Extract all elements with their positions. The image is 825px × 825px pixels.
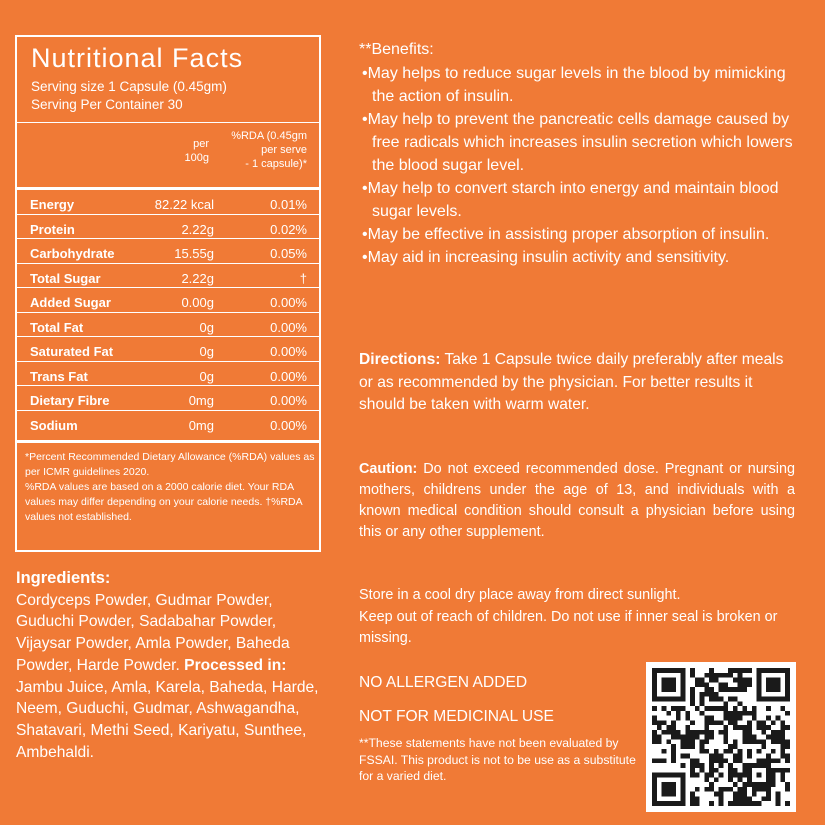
directions-section [359,349,795,417]
row-divider [17,287,319,288]
nutrient-value: 15.55g [174,246,214,261]
nutrient-name: Energy [30,197,75,212]
benefits-title: **Benefits: [359,41,434,58]
ingredients-heading: Ingredients: [16,569,111,587]
nutrient-value: 2.22g [181,270,214,286]
nutrient-value: 0g [199,319,214,335]
nutrient-rda: 0.00% [270,417,307,433]
nutrient-rda: † [299,270,307,286]
benefits-section [359,38,809,269]
row-divider [17,361,319,362]
nutrition-footnote [25,450,317,525]
divider-thick [17,187,319,190]
nutrient-name: Saturated Fat [30,344,114,359]
nutrient-name: Carbohydrate [30,246,115,261]
qr-code[interactable] [646,662,796,812]
not-medicinal-claim: NOT FOR MEDICINAL USE [359,708,554,725]
processed-in-list: Jambu Juice, Amla, Karela, Baheda, Harde, Neem, Guduchi, Gudmar, Ashwagandha, Shatavari, Methi Seed, Kariyatu, Sunthee, Ambehaldi. [16,678,319,761]
fssai-disclaimer: **These statements have not been evaluated by FSSAI. This product is not to be use as a substitute for a varied diet. [359,736,636,783]
row-divider [17,312,319,313]
nutrient-row [17,387,319,412]
nutrient-name: Total Sugar [30,270,101,286]
serving-size: Serving size 1 Capsule (0.45gm) [31,79,227,94]
column-header-rda: %RDA (0.45gm per serve - 1 capsule)* [231,130,307,170]
nutrient-row [17,240,319,265]
no-allergen-claim: NO ALLERGEN ADDED [359,674,528,691]
row-divider [17,263,319,264]
nutrient-value: 0mg [188,393,214,408]
benefit-item: •May be effective in assisting proper absorption of insulin. [362,226,770,243]
storage-line: Keep out of reach of children. Do not use if inner seal is broken or missing. [359,608,778,646]
nutrient-rda: 0.05% [270,246,307,261]
nutrient-rda: 0.02% [270,221,307,237]
nutrient-value: 0g [199,344,214,359]
qr-code-icon [652,668,790,806]
caution-label: Caution: [359,461,418,477]
footnote-rda: *Percent Recommended Dietary Allowance (%RDA) values as per ICMR guidelines 2020. [25,451,315,478]
nutrient-row [17,412,319,437]
row-divider [17,214,319,215]
nutrient-row [17,338,319,363]
nutrient-rda: 0.01% [270,197,307,212]
caution-text: Do not exceed recommended dose. Pregnant or nursing mothers, childrens under the age of 13, and individuals with a known medical condition should consult a physician before using this or any other supplement. [359,461,795,540]
servings-per-container: Serving Per Container 30 [31,97,183,112]
directions-text: Take 1 Capsule twice daily preferably after meals or as recommended by the physician. For better results it should be taken with warm water. [359,351,784,413]
row-divider [17,238,319,239]
benefit-item: •May helps to reduce sugar levels in the blood by mimicking the action of insulin. [362,65,786,105]
row-divider [17,336,319,337]
benefit-item: •May aid in increasing insulin activity and sensitivity. [362,249,730,266]
benefit-item: •May help to prevent the pancreatic cells damage caused by free radicals which increases insulin secretion which lowers the blood sugar level. [362,111,793,174]
benefit-item: •May help to convert starch into energy and maintain blood sugar levels. [362,180,779,220]
directions-label: Directions: [359,351,441,368]
footnote-calorie: %RDA values are based on a 2000 calorie diet. Your RDA values may differ depending on your calorie needs. †%RDA values not established. [25,481,303,523]
caution-section [359,459,795,543]
benefits-list [359,62,809,269]
nutrient-name: Trans Fat [30,368,88,384]
nutrient-value: 2.22g [181,221,214,237]
divider [17,122,319,123]
processed-in-label: Processed in: [184,656,287,674]
ingredients-section [16,568,328,763]
nutrient-rda: 0.00% [270,319,307,335]
nutrition-facts-panel [15,35,321,552]
storage-section [359,585,799,650]
storage-line: Store in a cool dry place away from direct sunlight. [359,587,681,603]
nutrient-row [17,216,319,241]
nutrient-rda: 0.00% [270,368,307,384]
nutrient-value: 0g [199,368,214,384]
nutrient-rda: 0.00% [270,295,307,310]
nutrient-name: Sodium [30,417,78,433]
nutrient-row [17,289,319,314]
nutrient-rda: 0.00% [270,393,307,408]
nutrient-value: 82.22 kcal [154,197,214,212]
row-divider [17,410,319,411]
nutrient-name: Total Fat [30,319,84,335]
nutrient-name: Added Sugar [30,295,111,310]
nutrient-rda: 0.00% [270,344,307,359]
nutrient-name: Dietary Fibre [30,393,110,408]
ingredients-list: Cordyceps Powder, Gudmar Powder, Guduchi Powder, Sadabahar Powder, Vijaysar Powder, Amla Powder, Baheda Powder, Harde Powder. [16,591,290,674]
nutrient-value: 0.00g [181,295,214,310]
nutrient-row [17,363,319,388]
row-divider [17,385,319,386]
nutrient-value: 0mg [188,417,214,433]
nutrient-row [17,314,319,339]
nutrient-row [17,191,319,216]
nutrient-row [17,265,319,290]
divider-thick [17,440,319,443]
nutrient-name: Protein [30,221,75,237]
nutrition-title: Nutritional Facts [31,43,244,73]
column-header-per-100g: per 100g [184,138,209,164]
